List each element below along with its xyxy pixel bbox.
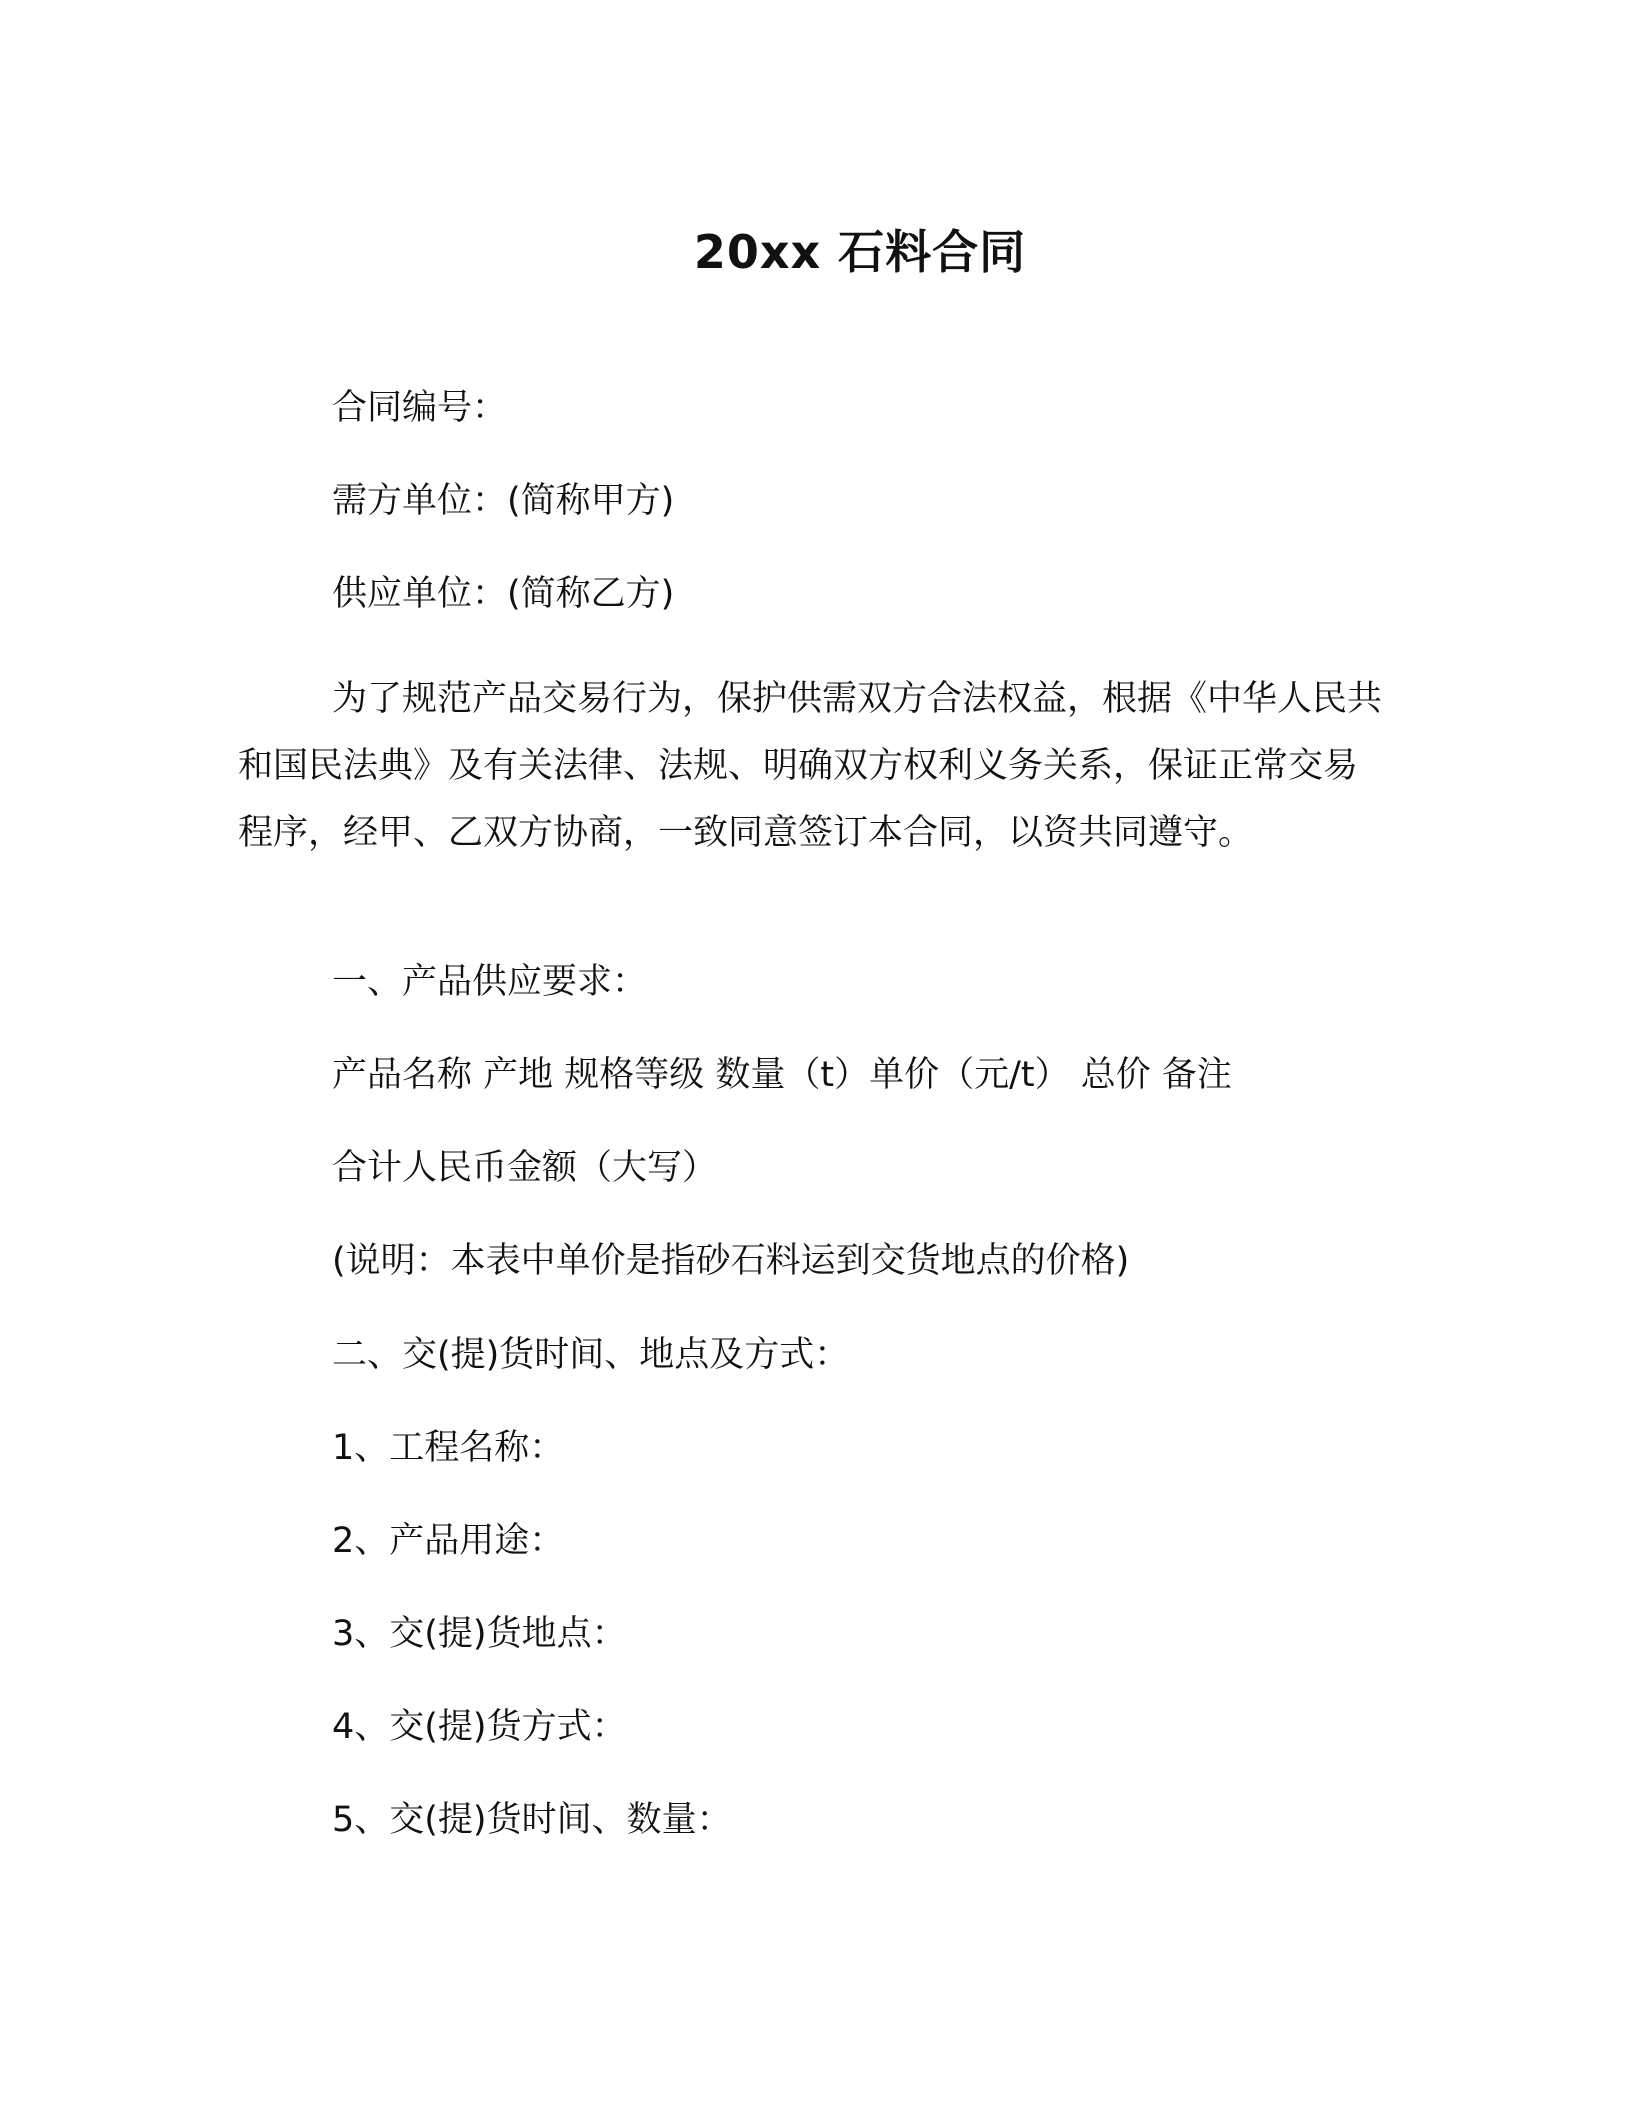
list-item: 1、工程名称： [332,1428,565,1468]
list-item: 2、产品用途： [332,1521,565,1561]
product-table-header: 产品名称 产地 规格等级 数量（t）单价（元/t） 总价 备注 [332,1055,1232,1095]
total-amount-line: 合计人民币金额（大写） [332,1148,718,1188]
price-note: (说明：本表中单价是指砂石料运到交货地点的价格) [332,1241,1130,1281]
list-item: 3、交(提)货地点： [332,1614,627,1654]
preamble-paragraph: 为了规范产品交易行为，保护供需双方合法权益，根据《中华人民共和国民法典》及有关法律、法规、明确双方权利义务关系，保证正常交易程序，经甲、乙双方协商，一致同意签订本合同，以资共同遵守。 [238,679,1383,853]
section-2-heading: 二、交(提)货时间、地点及方式： [332,1335,850,1375]
section-1-heading: 一、产品供应要求： [332,962,648,1002]
list-item: 5、交(提)货时间、数量： [332,1800,732,1840]
contract-number-field: 合同编号： [332,388,508,428]
list-item: 4、交(提)货方式： [332,1707,627,1747]
document-title: 20xx 石料合同 [693,225,1027,279]
buyer-field: 需方单位：(简称甲方) [332,481,675,521]
supplier-field: 供应单位：(简称乙方) [332,574,675,614]
